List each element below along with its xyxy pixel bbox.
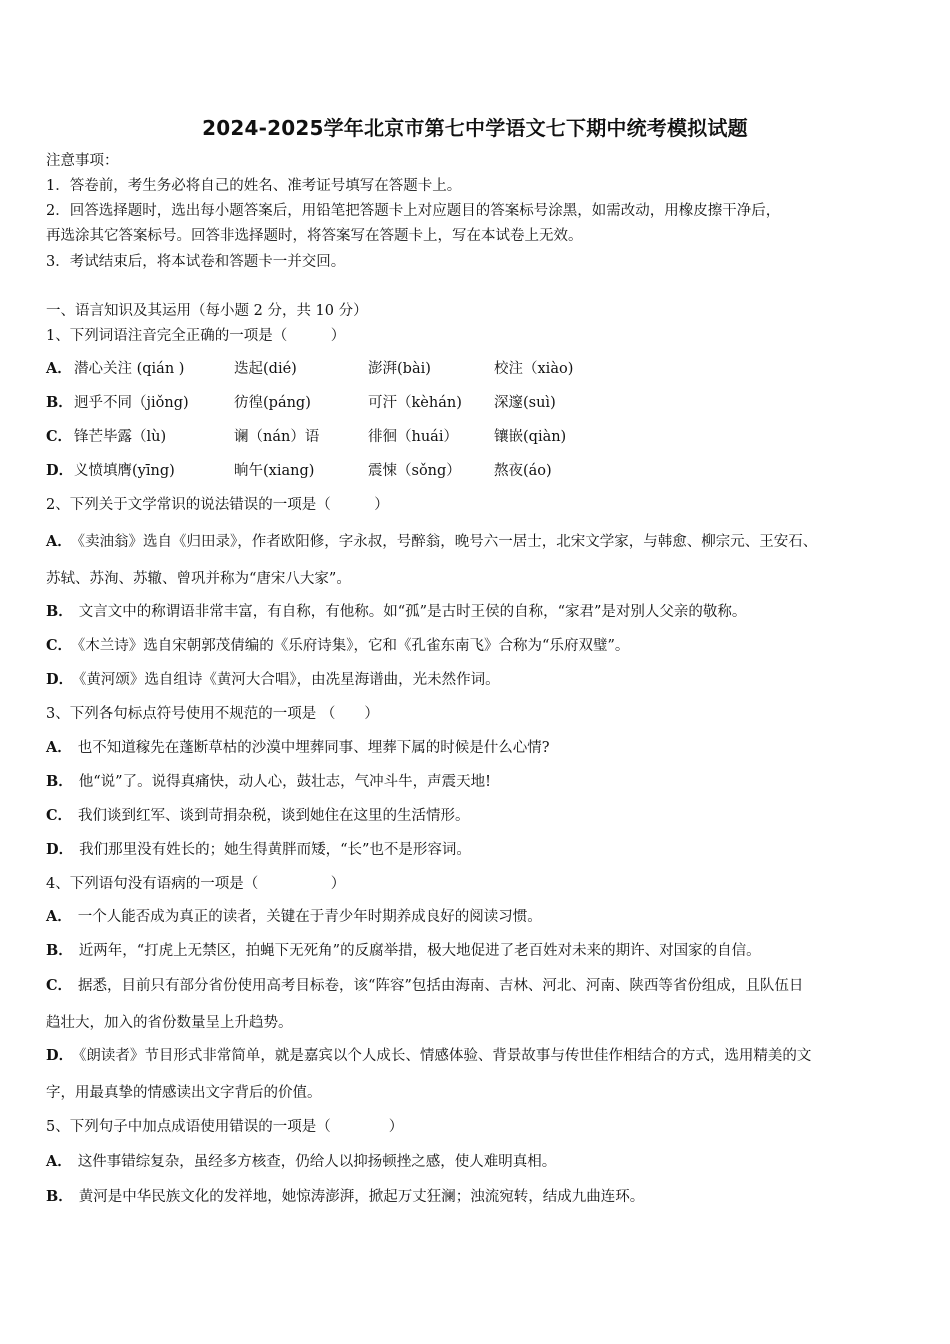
option-text: 据悉，目前只有部分省份使用高考目标卷，该“阵容”包括由海南、吉林、河北、河南、陕西等省份组成，且队伍日	[78, 978, 804, 994]
notice-item: 再选涂其它答案标号。回答非选择题时，将答案写在答题卡上，写在本试卷上无效。	[46, 228, 583, 244]
option-text: 《黄河颂》选自组诗《黄河大合唱》，由冼星海谱曲，光未然作词。	[79, 672, 500, 688]
option-label: C．	[46, 428, 73, 445]
option-line	[46, 976, 803, 996]
option-label: C．	[46, 637, 73, 654]
option-cell: 锋芒毕露（lù)	[74, 429, 167, 445]
option-cell: 熬夜(áo)	[494, 463, 552, 479]
option-cell: 晌午(xiang)	[234, 463, 315, 479]
option-text: 《卖油翁》选自《归田录》，作者欧阳修，字永叔，号醉翁，晚号六一居士，北宋文学家，与韩愈、柳宗元、王安石、	[77, 534, 818, 550]
option-label: A．	[46, 739, 72, 756]
option-label: A．	[46, 1153, 72, 1170]
option-label: A．	[46, 360, 72, 377]
option-cell: 可汗（kèhán)	[368, 395, 462, 411]
option-line	[46, 941, 761, 961]
option-text: 《木兰诗》选自宋朝郭茂倩编的《乐府诗集》，它和《孔雀东南飞》合称为“乐府双璧”。	[78, 638, 630, 654]
option-line	[46, 772, 491, 792]
notice-heading: 注意事项：	[46, 153, 119, 169]
option-label: B．	[46, 394, 73, 411]
option-label: A．	[46, 908, 72, 925]
option-text: 近两年，“打虎上无禁区，拍蝇下无死角”的反腐举措，极大地促进了老百姓对未来的期许、对国家的自信。	[78, 943, 761, 959]
question-stem: 1、下列词语注音完全正确的一项是（ ）	[46, 328, 346, 344]
option-label: C．	[46, 977, 73, 994]
option-label: D．	[46, 462, 74, 479]
option-text: 我们谈到红军、谈到苛捐杂税，谈到她住在这里的生活情形。	[78, 808, 470, 824]
option-line	[46, 670, 500, 690]
option-cell: 震悚（sǒng）	[368, 463, 461, 479]
option-label: D．	[46, 841, 74, 858]
option-line	[46, 532, 817, 552]
option-cell: 澎湃(bài)	[368, 361, 431, 377]
option-label: B．	[46, 603, 73, 620]
option-cell: 谰（nán）语	[234, 429, 320, 445]
question-stem: 4、下列语句没有语病的一项是（ ）	[46, 876, 346, 892]
option-line	[46, 1187, 644, 1207]
option-line	[46, 840, 471, 860]
option-label: B．	[46, 773, 73, 790]
option-label: B．	[46, 1188, 73, 1205]
option-text: 文言文中的称谓语非常丰富，有自称，有他称。如“孤”是古时王侯的自称，“家君”是对别人父亲的敬称。	[78, 604, 747, 620]
option-cell: 镶嵌(qiàn)	[494, 429, 567, 445]
option-cell: 潜心关注 (qián )	[74, 361, 185, 377]
option-cell: 徘徊（huái）	[368, 429, 458, 445]
option-text: 一个人能否成为真正的读者，关键在于青少年时期养成良好的阅读习惯。	[77, 909, 542, 925]
option-line	[46, 1152, 556, 1172]
option-text: 这件事错综复杂，虽经多方核查，仍给人以抑扬顿挫之感，使人难明真相。	[77, 1154, 557, 1170]
option-continuation: 苏轼、苏洵、苏辙、曾巩并称为“唐宋八大家”。	[46, 571, 351, 587]
option-cell: 义愤填膺(yīng)	[74, 463, 175, 479]
option-cell: 彷徨(páng)	[234, 395, 311, 411]
notice-item: 2．回答选择题时，选出每小题答案后，用铅笔把答题卡上对应题目的答案标号涂黑，如需改动，用橡皮擦干净后，	[46, 203, 781, 219]
option-label: B．	[46, 942, 73, 959]
option-label: D．	[46, 671, 74, 688]
option-label: A．	[46, 533, 72, 550]
option-text: 黄河是中华民族文化的发祥地，她惊涛澎湃，掀起万丈狂澜；浊流宛转，结成九曲连环。	[78, 1189, 645, 1205]
option-text: 他“说”了。说得真痛快，动人心，鼓壮志，气冲斗牛，声震天地!	[78, 774, 491, 790]
notice-item: 1．答卷前，考生务必将自己的姓名、准考证号填写在答题卡上。	[46, 178, 462, 194]
section-heading: 一、语言知识及其运用（每小题 2 分，共 10 分）	[46, 303, 368, 319]
option-continuation: 趋壮大，加入的省份数量呈上升趋势。	[46, 1015, 293, 1031]
option-text: 也不知道稼先在蓬断草枯的沙漠中埋葬同事、埋葬下属的时候是什么心情?	[77, 740, 550, 756]
option-text: 《朗读者》节目形式非常简单，就是嘉宾以个人成长、情感体验、背景故事与传世佳作相结合的方式，选用精美的文	[79, 1048, 812, 1064]
question-stem: 2、下列关于文学常识的说法错误的一项是（ ）	[46, 497, 389, 513]
option-continuation: 字，用最真挚的情感读出文字背后的价值。	[46, 1085, 322, 1101]
question-stem: 5、下列句子中加点成语使用错误的一项是（ ）	[46, 1119, 404, 1135]
option-line	[46, 602, 746, 622]
option-line	[46, 1046, 811, 1066]
option-line	[46, 636, 629, 656]
option-line	[46, 907, 542, 927]
page-title: 2024-2025学年北京市第七中学语文七下期中统考模拟试题	[202, 116, 748, 140]
option-cell: 深邃(suì)	[494, 395, 556, 411]
option-label: D．	[46, 1047, 74, 1064]
option-cell: 迥乎不同（jiǒng)	[74, 395, 189, 411]
question-stem: 3、下列各句标点符号使用不规范的一项是 （ ）	[46, 706, 379, 722]
notice-item: 3．考试结束后，将本试卷和答题卡一并交回。	[46, 254, 346, 270]
option-line	[46, 738, 550, 758]
option-text: 我们那里没有姓长的；她生得黄胖而矮，“长”也不是形容词。	[79, 842, 471, 858]
option-cell: 迭起(dié)	[234, 361, 297, 377]
option-cell: 校注（xiào)	[494, 361, 574, 377]
option-label: C．	[46, 807, 73, 824]
option-line	[46, 806, 470, 826]
